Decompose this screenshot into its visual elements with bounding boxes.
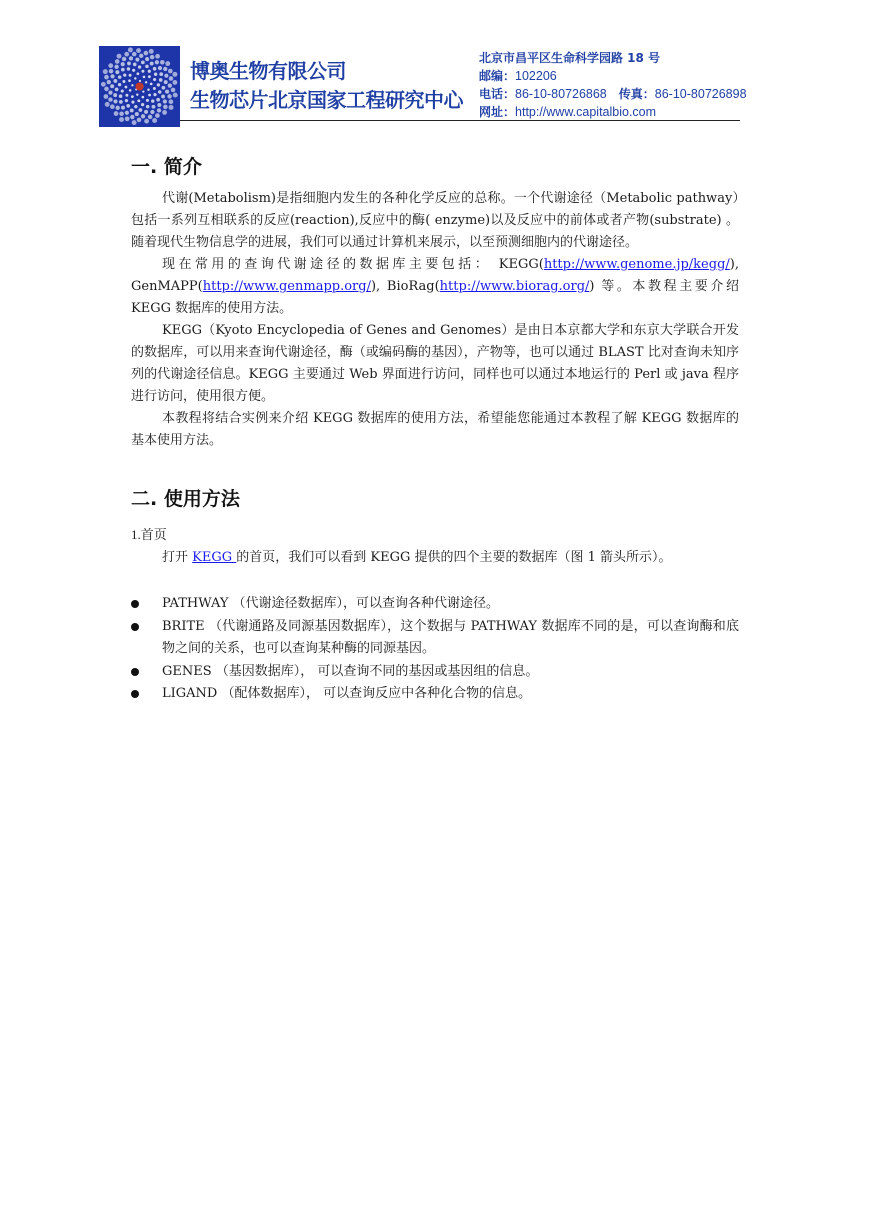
fax-value: 86-10-80726898	[654, 87, 747, 101]
kegg-link[interactable]: KEGG	[192, 550, 237, 565]
website-value: http://www.capitalbio.com	[515, 105, 657, 119]
intro-paragraph-1: 代谢(Metabolism)是指细胞内发生的各种化学反应的总称。一个代谢途径（Metabolic pathway）包括一系列互相联系的反应(reaction),反应中的酶( enzyme)以及反应中的前体或者产物(substrate) 。 随着现代生物信息学的进展，我们可以通过计算机来展示，以至预测细胞内的代谢途径。	[131, 191, 739, 250]
list-item-text: BRITE （代谢通路及同源基因数据库），这个数据与 PATHWAY 数据库不同的是，可以查询酶和底物之间的关系，也可以查询某种酶的同源基因。	[162, 618, 739, 656]
phone-value: 86-10-80726868	[515, 87, 607, 101]
list-item-text: LIGAND （配体数据库）， 可以查询反应中各种化合物的信息。	[162, 686, 532, 701]
usage-paragraph-1	[131, 547, 739, 569]
section-intro-heading: 一. 简介	[131, 156, 202, 178]
usage-p1-text-a: 打开	[162, 550, 193, 565]
subsection-title: 首页	[140, 528, 167, 543]
list-item	[131, 616, 739, 661]
intro-paragraph-3: KEGG（Kyoto Encyclopedia of Genes and Genomes）是由日本京都大学和东京大学联合开发的数据库，可以用来查询代谢途径，酶（或编码酶的基因），产物等，也可以通过 BLAST 比对查询未知序列的代谢途径信息。KEGG 主要通过 Web 界面进行访问，同样也可以通过本地运行的 Perl 或 java 程序进行访问，使用很方便。	[131, 323, 739, 404]
subsection-number: 1.	[131, 527, 141, 542]
postcode-label: 邮编：	[479, 69, 516, 83]
company-names	[190, 57, 463, 115]
intro-p2-text-a: 现在常用的查询代谢途径的数据库主要包括： KEGG(	[162, 257, 544, 272]
page-header	[0, 0, 869, 130]
list-item	[131, 661, 739, 684]
website-line	[479, 103, 747, 121]
genmapp-url-link[interactable]: http://www.genmapp.org/	[202, 279, 371, 294]
header-rule	[180, 120, 740, 121]
phone-line	[479, 85, 747, 103]
document-body	[131, 154, 739, 706]
bullet-icon	[131, 623, 139, 631]
intro-paragraph-4: 本教程将结合实例来介绍 KEGG 数据库的使用方法，希望能您能通过本教程了解 KEGG 数据库的基本使用方法。	[131, 411, 739, 448]
bullet-icon	[131, 668, 139, 676]
postcode-value: 102206	[515, 69, 557, 83]
company-name: 博奥生物有限公司	[190, 59, 346, 83]
list-item	[131, 683, 739, 706]
intro-p2-text-d: ) 等。本教程主要介绍 KEGG 数据库的使用方法。	[131, 279, 739, 316]
list-item-text: GENES （基因数据库）， 可以查询不同的基因或基因组的信息。	[162, 663, 539, 679]
bullet-icon	[131, 600, 139, 608]
list-item-text: PATHWAY （代谢途径数据库），可以查询各种代谢途径。	[162, 596, 500, 611]
list-item	[131, 593, 739, 616]
intro-p2-text-b: ), GenMAPP(	[131, 257, 739, 294]
capitalbio-logo-icon	[99, 46, 180, 127]
postcode-line	[479, 67, 747, 85]
section-usage-heading: 二. 使用方法	[131, 488, 240, 510]
usage-p1-text-b: 的首页，我们可以看到 KEGG 提供的四个主要的数据库（图 1 箭头所示）。	[236, 550, 672, 565]
bullet-icon	[131, 690, 139, 698]
intro-paragraph-2	[131, 254, 739, 320]
address: 北京市昌平区生命科学园路 18 号	[479, 51, 661, 65]
phone-label: 电话：	[479, 87, 516, 101]
fax-label: 传真：	[618, 87, 655, 101]
intro-p2-text-c: ), BioRag(	[370, 279, 440, 294]
website-label: 网址：	[479, 105, 516, 119]
kegg-url-link[interactable]: http://www.genome.jp/kegg/	[543, 257, 730, 272]
biorag-url-link[interactable]: http://www.biorag.org/	[439, 279, 590, 294]
subsection-home-title	[131, 524, 739, 547]
database-list	[131, 593, 739, 706]
center-name: 生物芯片北京国家工程研究中心	[190, 88, 463, 112]
contact-block	[479, 49, 747, 121]
